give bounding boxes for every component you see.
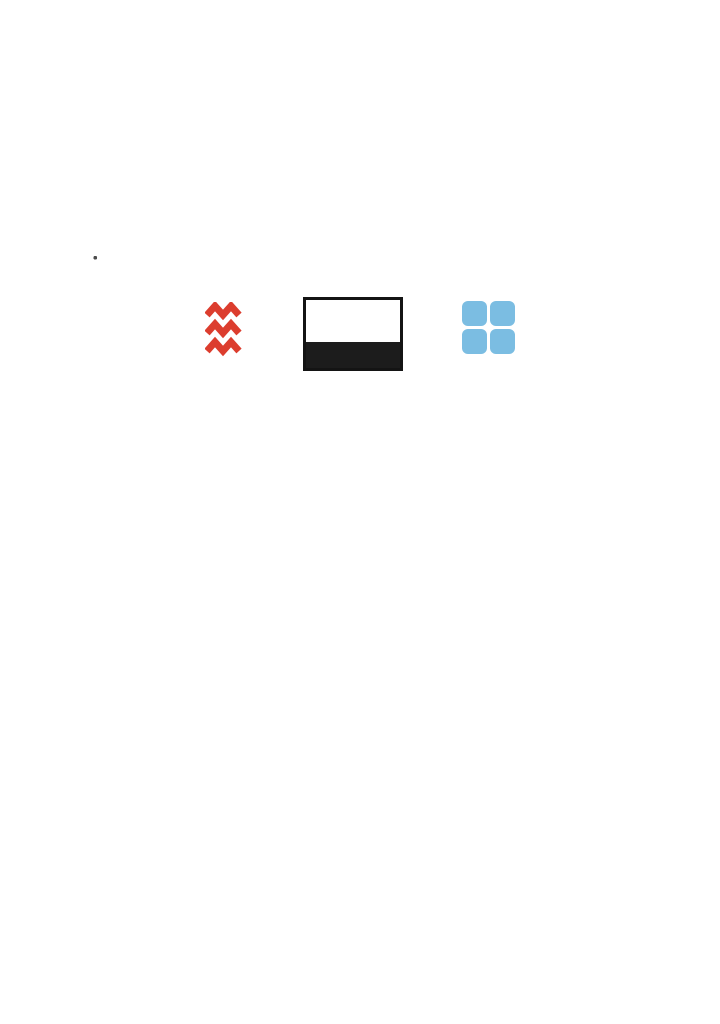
- jogg-letter-tile: [490, 329, 515, 354]
- eindhoven-zigzag-icon: [205, 302, 245, 358]
- jogg-letter-tile: [462, 329, 487, 354]
- jogg-logo: [462, 301, 529, 354]
- dynamo-logo-text: [304, 300, 403, 342]
- partner-logos-row: [83, 297, 644, 382]
- dynamo-jeugdwerk-logo: [303, 297, 403, 371]
- dynamo-jeugdwerk-text: [306, 342, 400, 368]
- top-banner-decoration: [0, 0, 720, 70]
- jogg-letter-grid: [462, 301, 515, 354]
- jogg-letter-tile: [462, 301, 487, 326]
- flyer-content: [0, 104, 720, 382]
- jogg-letter-tile: [490, 301, 515, 326]
- page-title: [83, 104, 571, 153]
- bottom-banner-decoration: [0, 944, 720, 1024]
- event-details: [83, 179, 644, 227]
